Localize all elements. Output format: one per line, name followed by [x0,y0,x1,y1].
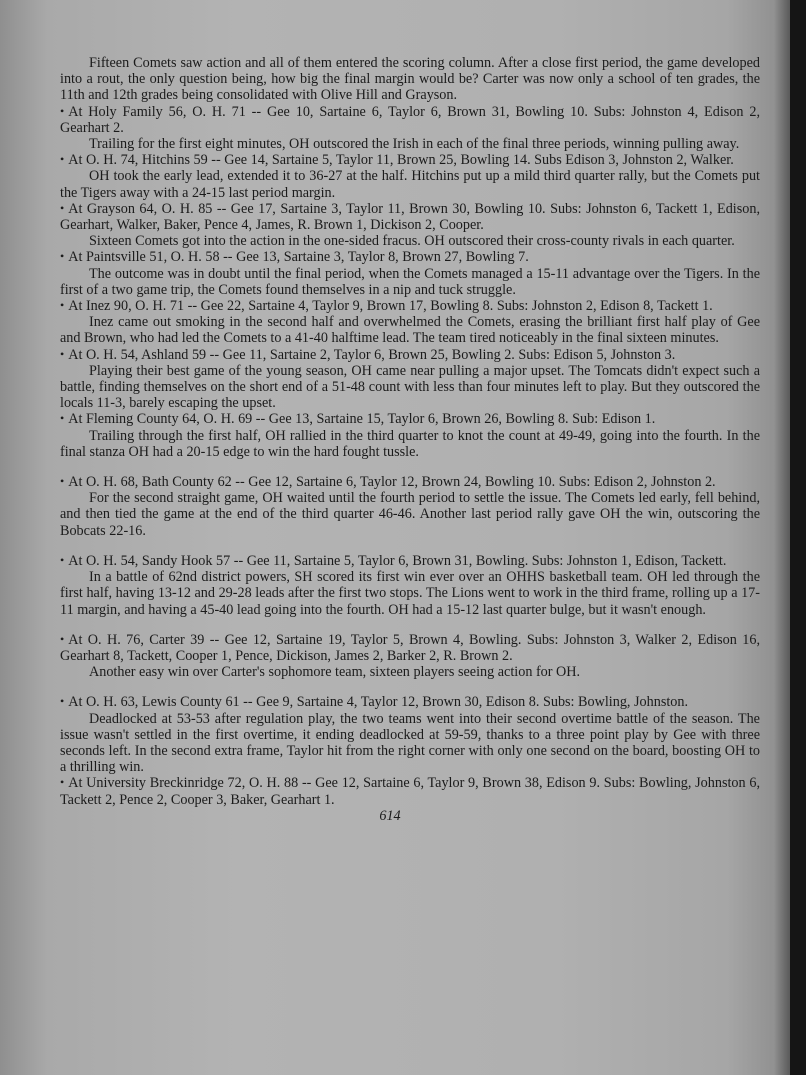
game-result-text: At Inez 90, O. H. 71 -- Gee 22, Sartaine 4, Taylor 9, Brown 17, Bowling 8. Subs: Johnston 2, Edison 8, Tackett 1. [68,298,713,315]
bullet-icon: • [60,249,65,264]
section-spacer [60,618,760,632]
bullet-icon: • [60,694,65,709]
game-result-line [60,632,760,664]
game-summary-paragraph: The outcome was in doubt until the final period, when the Comets managed a 15-11 advantage over the Tigers. In the first of a two game trip, the Comets found themselves in a nip and tuck struggle. [60,265,760,298]
bullet-icon: • [60,552,65,567]
game-summary-paragraph: Inez came out smoking in the second half and overwhelmed the Comets, erasing the brilliant first half play of Gee and Brown, who had led the Comets to a 41-40 halftime lead. The team tired noticeably in the final sixteen minutes. [60,314,760,347]
game-result-line [60,775,760,807]
game-summary-paragraph: In a battle of 62nd district powers, SH scored its first win ever over an OHHS basketball team. OH led through the first half, having 13-12 and 29-28 leads after the first two stops. The Lions went to work in the third frame, rolling up a 17-11 margin, and having a 45-40 lead going into the fourth. OH had a 15-12 last quarter bulge, but it wasn't enough. [60,569,760,618]
bullet-icon: • [60,200,65,215]
game-result-text: At University Breckinridge 72, O. H. 88 -- Gee 12, Sartaine 6, Taylor 9, Brown 38, Edison 9. Subs: Bowling, Johnston 6, Tackett 2, Pence 2, Cooper 3, Baker, Gearhart 1. [60,775,760,808]
game-result-text: At Grayson 64, O. H. 85 -- Gee 17, Sartaine 3, Taylor 11, Brown 30, Bowling 10. Subs: Johnston 6, Tackett 1, Edison, Gearhart, Walker, Baker, Pence 4, James, R. Brown 1, Dickison 2, Cooper. [60,200,760,234]
bullet-icon: • [60,411,65,426]
game-result-text: At Paintsville 51, O. H. 58 -- Gee 13, Sartaine 3, Taylor 8, Brown 27, Bowling 7. [68,249,529,266]
book-gutter [790,0,806,1075]
game-result-text: At O. H. 54, Ashland 59 -- Gee 11, Sartaine 2, Taylor 6, Brown 25, Bowling 2. Subs: Edison 5, Johnston 3. [68,346,676,363]
game-result-line [60,474,760,490]
bullet-icon: • [60,775,65,790]
game-result-line [60,298,760,314]
section-spacer [60,680,760,694]
game-result-line [60,249,760,265]
game-result-line [60,104,760,136]
game-result-text: At O. H. 74, Hitchins 59 -- Gee 14, Sartaine 5, Taylor 11, Brown 25, Bowling 14. Subs Edison 3, Johnston 2, Walker. [68,152,734,169]
section-spacer [60,539,760,553]
bullet-icon: • [60,346,65,361]
bullet-icon: • [60,152,65,167]
game-summary-paragraph: For the second straight game, OH waited until the fourth period to settle the issue. The Comets led early, fell behind, and then tied the game at the end of the third quarter 46-46. Another last period rally gave OH the win, outscoring the Bobcats 22-16. [60,490,760,539]
game-summary-paragraph: Trailing for the first eight minutes, OH outscored the Irish in each of the final three periods, winning pulling away. [89,136,740,153]
bullet-icon: • [60,474,65,489]
game-result-text: At Holy Family 56, O. H. 71 -- Gee 10, Sartaine 6, Taylor 6, Brown 31, Bowling 10. Subs: Johnston 4, Edison 2, Gearhart 2. [60,103,760,136]
section-spacer [60,460,760,474]
game-summary-paragraph: Deadlocked at 53-53 after regulation play, the two teams went into their second overtime battle of the season. The issue wasn't settled in the first overtime, it ending deadlocked at 59-59, thanks to a three point play by Gee with three seconds left. In the second extra frame, Taylor hit from the right corner with only one second on the board, boosting OH to a thrilling win. [60,710,760,776]
game-result-text: At O. H. 76, Carter 39 -- Gee 12, Sartaine 19, Taylor 5, Brown 4, Bowling. Subs: Johnston 3, Walker 2, Edison 16, Gearhart 8, Tackett, Cooper 1, Pence, Dickison, James 2, Barker 2, R. Brown 2. [60,631,760,664]
game-result-line [60,553,760,569]
bullet-icon: • [60,103,65,118]
bullet-icon: • [60,298,65,313]
game-summary-paragraph: Another easy win over Carter's sophomore team, sixteen players seeing action for OH. [89,664,581,681]
bullet-icon: • [60,631,65,646]
game-result-text: At O. H. 54, Sandy Hook 57 -- Gee 11, Sartaine 5, Taylor 6, Brown 31, Bowling. Subs: Johnston 1, Edison, Tackett. [68,552,727,569]
game-summary-paragraph: Trailing through the first half, OH rallied in the third quarter to knot the count at 49-49, going into the fourth. In the final stanza OH had a 20-15 edge to win the hard fought tussle. [60,427,760,460]
game-summary-paragraph: Fifteen Comets saw action and all of them entered the scoring column. After a close first period, the game developed into a rout, the only question being, how big the final margin would be? Carter was now only a school of ten grades, the 11th and 12th grades being consolidated with Olive Hill and Grayson. [60,55,760,104]
game-result-line [60,347,760,363]
page-number: 614 [379,807,401,824]
game-summary-paragraph: OH took the early lead, extended it to 36-27 at the half. Hitchins put up a mild third quarter rally, but the Comets put the Tigers away with a 24-15 last period margin. [60,168,760,201]
game-summary-paragraph: Sixteen Comets got into the action in the one-sided fracus. OH outscored their cross-county rivals in each quarter. [89,233,735,250]
game-result-line [60,152,760,168]
game-result-line [60,411,760,427]
game-result-line [60,201,760,233]
game-result-text: At O. H. 68, Bath County 62 -- Gee 12, Sartaine 6, Taylor 12, Brown 24, Bowling 10. Subs: Edison 2, Johnston 2. [68,474,716,491]
game-result-line [60,694,760,710]
game-result-text: At O. H. 63, Lewis County 61 -- Gee 9, Sartaine 4, Taylor 12, Brown 30, Edison 8. Subs: Bowling, Johnston. [68,694,689,711]
page-content [60,55,760,824]
game-result-text: At Fleming County 64, O. H. 69 -- Gee 13, Sartaine 15, Taylor 6, Brown 26, Bowling 8. Sub: Edison 1. [68,411,656,428]
game-summary-paragraph: Playing their best game of the young season, OH came near pulling a major upset. The Tomcats didn't expect such a battle, finding themselves on the short end of a 51-48 count with less than four minutes left to play. But they outscored the locals 11-3, barely escaping the upset. [60,362,760,412]
